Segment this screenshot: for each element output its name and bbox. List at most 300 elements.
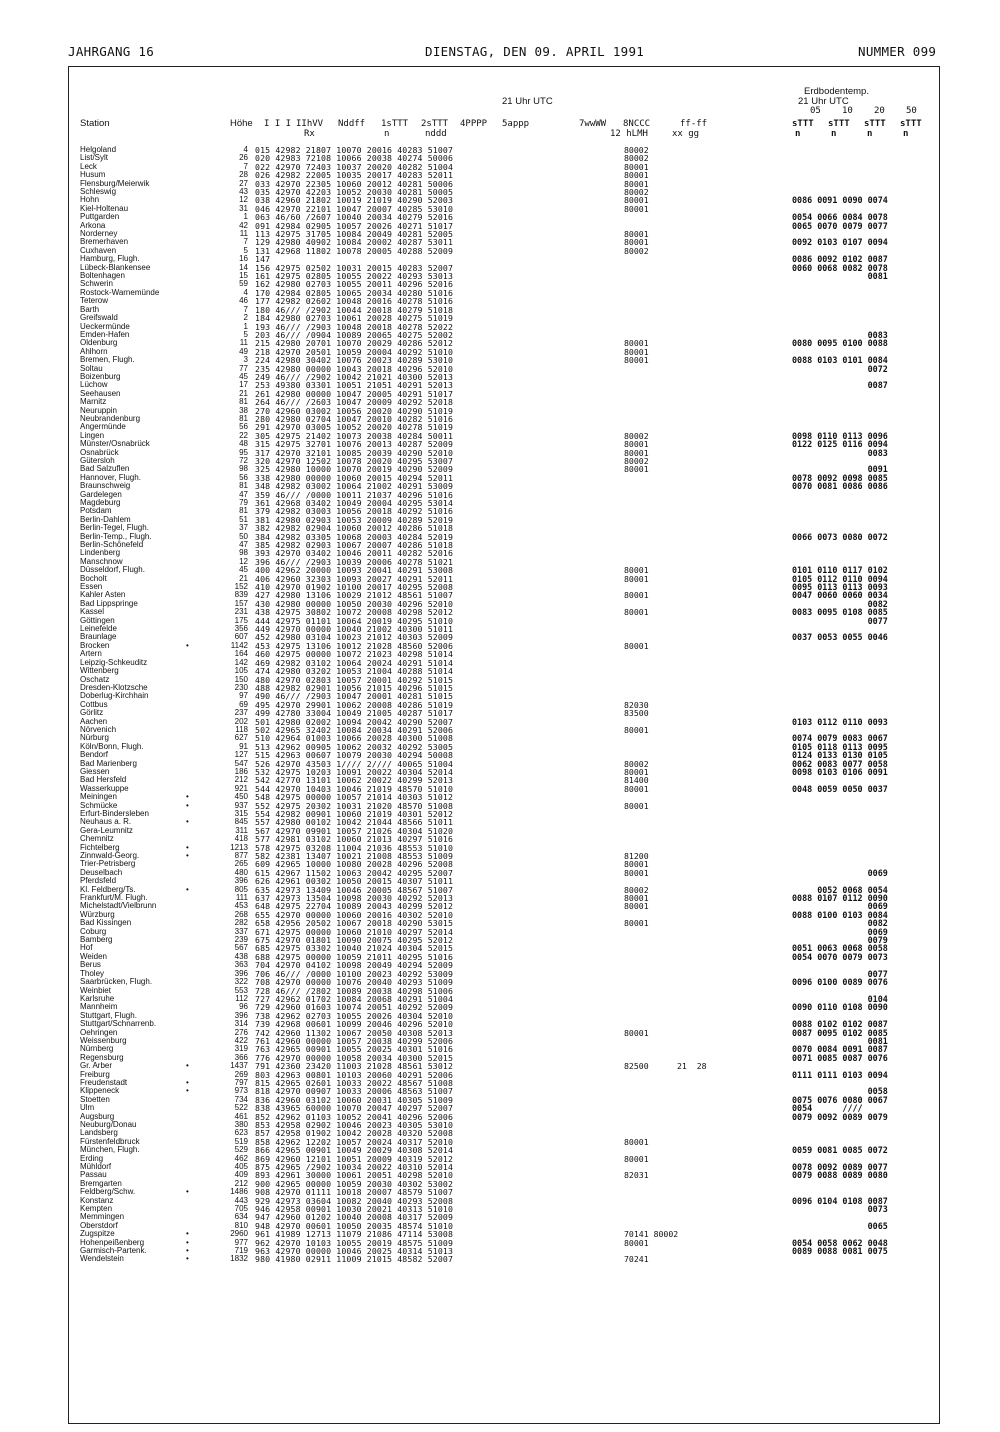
soil-temperatures: 0070 0081 0086 0086 — [792, 481, 888, 492]
soil-sub-4: n — [903, 129, 909, 139]
synop-groups: 727 42962 01702 10084 20068 40291 51004 — [255, 993, 454, 1004]
station-height: 26 — [239, 153, 248, 163]
station-name: Bad Lippspringe — [80, 598, 138, 608]
station-name: Hamburg, Flugh. — [80, 254, 140, 264]
table-row — [0, 1003, 1000, 1011]
special-groups: 80001 — [624, 447, 649, 458]
synop-groups: 637 42973 13504 10098 20030 40292 52013 — [255, 893, 454, 904]
soil-temperatures: 0088 0103 0101 0084 — [792, 355, 888, 366]
table-row — [0, 482, 1000, 490]
soil-temperatures: 0054 0058 0062 0048 — [792, 1237, 888, 1248]
station-height: 462 — [234, 1153, 248, 1163]
synop-groups: 384 42982 03305 10068 20003 40284 52019 — [255, 531, 454, 542]
soil-temperatures: 0065 0070 0079 0077 — [792, 220, 888, 231]
station-height: 311 — [235, 825, 248, 835]
special-groups: 80001 — [624, 161, 649, 172]
station-name: Bremgarten — [80, 1178, 122, 1188]
soil-sub-1: n — [795, 129, 801, 139]
station-height: 45 — [239, 371, 248, 381]
station-name: Weissenburg — [80, 1035, 127, 1045]
station-name: Marnitz — [80, 397, 107, 407]
station-height: 1 — [243, 212, 248, 222]
station-name: Landsberg — [80, 1128, 118, 1138]
station-name: Rostock-Warnemünde — [80, 287, 160, 297]
synop-groups: 671 42975 00000 10060 21010 40297 52014 — [255, 926, 454, 937]
station-name: Neuburg/Donau — [80, 1119, 137, 1129]
synop-groups: 615 42967 11502 10063 20042 40295 52007 — [255, 867, 454, 878]
table-row — [0, 785, 1000, 793]
mountain-marker: • — [186, 1086, 189, 1096]
station-name: Stuttgart, Flugh. — [80, 1010, 137, 1020]
table-row — [0, 1054, 1000, 1062]
station-name: Flensburg/Meierwik — [80, 178, 150, 188]
col-1sttt-sub: n — [384, 129, 390, 139]
special-groups: 80001 — [624, 464, 649, 475]
soil-temperatures: 0088 0100 0103 0084 — [792, 909, 888, 920]
table-row — [0, 381, 1000, 389]
special-groups: 80001 — [624, 607, 649, 618]
station-name: Gütersloh — [80, 455, 115, 465]
station-name: Erding — [80, 1153, 104, 1163]
table-row — [0, 659, 1000, 667]
station-name: Braunschweig — [80, 481, 131, 491]
station-height: 5 — [243, 329, 248, 339]
station-name: Tholey — [80, 968, 105, 978]
station-name: Cottbus — [80, 699, 108, 709]
station-name: Karlsruhe — [80, 993, 115, 1003]
soil-temperatures: 0054 0070 0079 0073 — [792, 951, 888, 962]
synop-groups: 776 42970 00000 10058 20034 40300 52015 — [255, 1052, 454, 1063]
special-groups: 80001 — [624, 573, 649, 584]
station-height: 4 — [243, 145, 248, 154]
station-height: 81 — [239, 481, 248, 491]
station-height: 56 — [239, 422, 248, 432]
soil-temperatures: 0088 0107 0112 0090 — [792, 893, 888, 904]
station-name: Konstanz — [80, 1195, 114, 1205]
station-name: Emden-Hafen — [80, 329, 130, 339]
station-height: 21 — [239, 388, 248, 398]
station-name: Bad Kissingen — [80, 918, 132, 928]
station-height: 11 — [239, 229, 248, 239]
station-name: Brocken — [80, 640, 110, 650]
station-height: 810 — [234, 1220, 248, 1230]
station-name: Kempten — [80, 1204, 113, 1214]
station-name: Gardelegen — [80, 489, 122, 499]
mountain-marker: • — [186, 1254, 189, 1264]
station-height: 97 — [239, 691, 248, 701]
special-groups: 80001 — [624, 1153, 649, 1164]
synop-groups: 215 42980 20701 10070 20029 40286 52012 — [255, 338, 454, 349]
soil-temperatures: 0079 0088 0089 0080 — [792, 1170, 888, 1181]
synop-groups: 763 42965 00901 10055 20025 40301 51016 — [255, 1044, 454, 1055]
station-height: 705 — [234, 1204, 248, 1214]
synop-groups: 548 42975 00000 10057 21014 40303 51012 — [255, 792, 454, 803]
table-row — [0, 810, 1000, 818]
station-height: 212 — [234, 1178, 248, 1188]
synop-groups: 038 42960 21802 10019 21019 40290 52003 — [255, 195, 454, 206]
station-height: 805 — [234, 884, 248, 894]
station-name: Erfurt-Bindersleben — [80, 809, 149, 818]
synop-groups: 264 46/// /2603 10047 20009 40292 52018 — [255, 397, 454, 408]
station-name: Passau — [80, 1170, 107, 1180]
synop-groups: 658 42956 20502 10067 20018 40290 53015 — [255, 918, 454, 929]
station-name: Stoetten — [80, 1094, 110, 1104]
col-irvv-sub: Rx — [304, 129, 315, 139]
station-height: 49 — [239, 346, 248, 356]
table-row — [0, 541, 1000, 549]
synop-groups: 838 43965 60000 10070 20047 40297 52007 — [255, 1103, 454, 1114]
soil-temperatures: 0122 0125 0116 0094 — [792, 439, 888, 450]
station-height: 105 — [234, 666, 248, 676]
synop-groups: 026 42982 22005 10035 20017 40283 52011 — [255, 170, 454, 181]
station-name: Neubrandenburg — [80, 413, 141, 423]
synop-groups: 184 42980 02703 10061 20028 40275 51019 — [255, 313, 454, 324]
station-name: Boizenburg — [80, 371, 121, 381]
table-row — [0, 163, 1000, 171]
synop-groups: 338 42980 00000 10060 20015 40294 52011 — [255, 472, 454, 483]
special-groups: 80002 — [624, 430, 649, 441]
mountain-marker: • — [186, 884, 189, 894]
station-name: Nürnberg — [80, 1044, 114, 1054]
table-row — [0, 146, 1000, 154]
table-row — [0, 238, 1000, 246]
soil-temperatures: 0054 //// — [792, 1103, 863, 1114]
soil-temperatures: 0069 — [792, 867, 888, 878]
synop-groups: 869 42960 12101 10051 20009 40319 52012 — [255, 1153, 454, 1164]
station-height: 230 — [234, 682, 248, 692]
synop-groups: 180 46/// /2902 10044 20018 40279 51018 — [255, 304, 454, 315]
mountain-marker: • — [186, 800, 189, 810]
synop-groups: 022 42970 72403 10037 20020 40282 51004 — [255, 161, 454, 172]
special-groups: 80001 — [624, 893, 649, 904]
special-groups: 70241 — [624, 1254, 649, 1265]
table-row — [0, 953, 1000, 961]
synop-groups: 742 42960 11302 10067 20050 40308 52013 — [255, 1027, 454, 1038]
station-name: Klippeneck — [80, 1086, 120, 1096]
special-groups: 80001 — [624, 918, 649, 929]
special-groups: 80001 — [624, 195, 649, 206]
table-row — [0, 1121, 1000, 1129]
table-row — [0, 1255, 1000, 1263]
synop-groups: 738 42962 02703 10055 20026 40304 52010 — [255, 1010, 454, 1021]
special-groups: 82030 — [624, 699, 649, 710]
synop-groups: 502 42965 32402 10084 20034 40291 52006 — [255, 724, 454, 735]
special-groups: 82500 — [624, 1061, 649, 1072]
station-name: Lindenberg — [80, 548, 121, 558]
soil-temperatures: 0074 0079 0083 0067 — [792, 733, 888, 744]
station-height: 72 — [239, 455, 248, 465]
station-name: Coburg — [80, 926, 107, 936]
table-row — [0, 701, 1000, 709]
soil-temperatures: 0088 0102 0102 0087 — [792, 1019, 888, 1030]
synop-groups: 427 42980 13106 10029 21012 48561 51007 — [255, 590, 454, 601]
soil-temperatures: 0069 — [792, 901, 888, 912]
soil-temperatures: 0072 — [792, 363, 888, 374]
station-height: 27 — [239, 178, 248, 188]
synop-groups: 379 42982 03003 10056 20018 40292 51016 — [255, 506, 454, 517]
soil-temperatures: 0073 — [792, 1204, 888, 1215]
station-height: 921 — [234, 783, 248, 793]
station-height: 81 — [239, 506, 248, 516]
station-height: 2960 — [230, 1229, 248, 1239]
synop-groups: 836 42960 03102 10060 20031 40305 51009 — [255, 1094, 454, 1105]
soil-temperatures: 0090 0110 0108 0090 — [792, 1002, 888, 1013]
station-name: Bocholt — [80, 573, 107, 583]
soil-temperatures: 0098 0103 0106 0091 — [792, 766, 888, 777]
station-height: 237 — [234, 708, 248, 718]
synop-groups: 393 42970 03402 10046 20011 40282 52016 — [255, 548, 454, 559]
station-height: 11 — [239, 338, 248, 348]
special-groups: 80001 — [624, 724, 649, 735]
station-height: 276 — [234, 1027, 248, 1037]
station-height: 111 — [235, 893, 248, 903]
station-height: 12 — [239, 195, 248, 205]
station-name: Augsburg — [80, 1111, 115, 1121]
station-name: Pferdsfeld — [80, 876, 117, 886]
station-height: 7 — [243, 304, 248, 314]
station-name: Barth — [80, 304, 100, 314]
station-name: Meiningen — [80, 792, 117, 802]
synop-groups: 962 42970 10103 10055 20019 48575 51009 — [255, 1237, 454, 1248]
synop-groups: 853 42958 02902 10046 20023 40305 53010 — [255, 1119, 454, 1130]
station-name: Michelstadt/Vielbrunn — [80, 901, 157, 911]
station-height: 4 — [243, 287, 248, 297]
synop-groups: 685 42975 03302 10040 21024 40304 52015 — [255, 943, 454, 954]
station-name: Würzburg — [80, 909, 115, 919]
station-name: Berlin-Tegel, Flugh. — [80, 523, 149, 533]
special-groups: 80002 — [624, 145, 649, 155]
station-name: Hohenpeißenberg — [80, 1237, 145, 1247]
table-row — [0, 180, 1000, 188]
station-name: Zugspitze — [80, 1229, 115, 1239]
table-row — [0, 1222, 1000, 1230]
station-height: 31 — [239, 203, 248, 213]
station-height: 186 — [234, 766, 248, 776]
station-height: 839 — [234, 590, 248, 600]
synop-groups: 035 42970 42203 10052 20030 40281 50005 — [255, 187, 454, 198]
station-header: Station — [80, 118, 110, 129]
synop-groups: 156 42975 02502 10031 20015 40283 52007 — [255, 262, 454, 273]
soil-temperatures: 0078 0092 0098 0085 — [792, 472, 888, 483]
station-name: Mühldorf — [80, 1162, 112, 1171]
station-name: Görlitz — [80, 708, 104, 718]
station-name: Mannheim — [80, 1002, 118, 1012]
station-height: 7 — [243, 161, 248, 171]
soil-temperatures: 0083 — [792, 329, 888, 340]
soil-col-2: sTTT — [828, 119, 850, 129]
synop-groups: 033 42970 22305 10060 20012 40281 50006 — [255, 178, 454, 189]
station-name: Nörvenich — [80, 724, 117, 734]
station-height: 142 — [234, 657, 248, 667]
special-groups: 80001 — [624, 1027, 649, 1038]
special-groups: 83500 — [624, 708, 649, 719]
table-row — [0, 516, 1000, 524]
table-row — [0, 617, 1000, 625]
station-height: 522 — [234, 1103, 248, 1113]
station-name: Stuttgart/Schnarrenb. — [80, 1019, 157, 1029]
station-height: 43 — [239, 187, 248, 197]
synop-groups: 554 42982 00901 10060 21019 40301 52012 — [255, 809, 454, 819]
station-height: 480 — [234, 867, 248, 877]
station-name: Köln/Bonn, Flugh. — [80, 741, 144, 751]
station-height: 405 — [234, 1162, 248, 1171]
table-row — [0, 272, 1000, 280]
table-row — [0, 827, 1000, 835]
station-name: Weiden — [80, 951, 107, 961]
table-row — [0, 650, 1000, 658]
synop-groups: 577 42981 03102 10060 21013 40297 51016 — [255, 834, 454, 845]
station-name: Nürburg — [80, 733, 109, 743]
synop-groups: 046 42970 22101 10047 20007 40285 53010 — [255, 203, 454, 214]
synop-groups: 161 42975 02805 10055 20022 40293 53013 — [255, 271, 454, 282]
station-name: Fürstenfeldbruck — [80, 1136, 140, 1146]
station-height: 315 — [234, 809, 248, 818]
special-groups: 80002 — [624, 758, 649, 769]
col-irvv-header: IIhVV — [296, 119, 324, 129]
synop-groups: 818 42970 00907 10033 20006 48563 51007 — [255, 1086, 454, 1097]
soil-temperatures: 0083 0095 0108 0085 — [792, 607, 888, 618]
soil-temperatures: 0075 0076 0080 0067 — [792, 1094, 888, 1105]
station-name: Artern — [80, 649, 102, 659]
col-ffff-sub: xx gg — [672, 129, 700, 139]
synop-groups: 946 42958 00901 10030 20021 40313 51010 — [255, 1204, 454, 1215]
station-name: Arkona — [80, 220, 106, 230]
col-4pppp-header: 4PPPP — [460, 119, 488, 129]
table-row — [0, 365, 1000, 373]
table-row — [0, 533, 1000, 541]
station-height: 409 — [234, 1170, 248, 1180]
mountain-marker: • — [186, 851, 189, 861]
synop-groups: 129 42980 40902 10084 20002 40287 53011 — [255, 237, 454, 248]
table-row — [0, 154, 1000, 162]
synop-groups: 688 42975 00000 10059 21011 40295 51016 — [255, 951, 454, 962]
soil-temperatures: 0037 0053 0055 0046 — [792, 632, 888, 643]
soil-temperatures: 0079 0092 0089 0079 — [792, 1111, 888, 1122]
station-name: Teterow — [80, 296, 109, 306]
synop-groups: 980 41980 02911 11009 21015 48582 52007 — [255, 1254, 454, 1265]
station-name: Bendorf — [80, 750, 109, 760]
station-name: Dresden-Klotzsche — [80, 682, 148, 692]
col-ffff-header: ff-ff — [680, 119, 708, 129]
station-height: 634 — [234, 1212, 248, 1222]
synop-groups: 438 42975 30802 10072 20008 40298 52012 — [255, 607, 454, 618]
mountain-marker: • — [186, 842, 189, 852]
volume-label: JAHRGANG 16 — [68, 44, 155, 59]
station-name: Hohn — [80, 195, 100, 205]
station-name: List/Sylt — [80, 153, 109, 163]
synop-groups: 291 42970 03005 10052 20020 40278 51019 — [255, 422, 454, 433]
station-height: 322 — [234, 977, 248, 987]
special-groups: 80001 — [624, 867, 649, 878]
special-groups: 80001 — [624, 203, 649, 214]
station-height: 16 — [239, 254, 248, 264]
synop-groups: 948 42970 00601 10050 20035 48574 51010 — [255, 1220, 454, 1231]
station-height: 265 — [234, 859, 248, 869]
soil-temperatures: 0047 0060 0060 0034 — [792, 590, 888, 601]
synop-groups: 626 42961 00302 10050 20015 40307 51011 — [255, 876, 454, 887]
table-row — [0, 642, 1000, 650]
synop-groups: 582 42381 13407 10021 21008 48553 51009 — [255, 851, 454, 862]
station-height: 112 — [235, 993, 248, 1003]
station-height: 396 — [234, 968, 248, 978]
synop-groups: 469 42982 03102 10064 20024 40291 51014 — [255, 657, 454, 668]
station-name: Berus — [80, 960, 101, 970]
station-height: 529 — [234, 1145, 248, 1155]
table-row — [0, 692, 1000, 700]
table-row — [0, 507, 1000, 515]
station-name: Kiel-Holtenau — [80, 203, 129, 213]
station-height: 1486 — [230, 1187, 248, 1197]
table-row — [0, 449, 1000, 457]
special-groups: 80001 — [624, 1136, 649, 1147]
soil-temperatures: 0082 — [792, 918, 888, 929]
synop-groups: 857 42958 01902 10042 20028 40320 52008 — [255, 1128, 454, 1139]
synop-groups: 453 42975 13106 10012 21028 48560 52006 — [255, 640, 454, 651]
station-height: 51 — [239, 514, 248, 524]
mountain-marker: • — [186, 792, 189, 802]
table-row — [0, 398, 1000, 406]
station-height: 42 — [239, 220, 248, 230]
station-name: Ulm — [80, 1103, 95, 1113]
table-row — [0, 1171, 1000, 1179]
synop-groups: 791 42360 23420 11003 21028 48561 53012 — [255, 1061, 454, 1072]
special-groups: 80001 — [624, 178, 649, 189]
synop-groups: 578 42975 03208 11004 21036 48553 51010 — [255, 842, 454, 853]
station-height: 977 — [234, 1237, 248, 1247]
synop-groups: 015 42982 21807 10070 20016 40283 51007 — [255, 145, 454, 155]
soil-temperatures: 0051 0063 0068 0058 — [792, 943, 888, 954]
soil-temperatures: 0079 — [792, 935, 888, 946]
station-name: Freudenstadt — [80, 1077, 128, 1087]
soil-sub-2: n — [831, 129, 837, 139]
station-height: 17 — [239, 380, 248, 390]
synop-groups: 020 42983 72108 10066 20038 40274 50006 — [255, 153, 454, 164]
col-1sttt-header: 1sTTT — [381, 119, 409, 129]
station-name: Zinnwald-Georg. — [80, 851, 140, 861]
soil-sub-3: n — [867, 129, 873, 139]
mountain-marker: • — [186, 640, 189, 650]
station-height: 7 — [243, 237, 248, 247]
soil-temperatures: 0091 — [792, 464, 888, 475]
table-row — [0, 802, 1000, 810]
table-row — [0, 1247, 1000, 1255]
station-height: 21 — [239, 573, 248, 583]
station-height: 231 — [234, 607, 248, 617]
synop-groups: 510 42964 01003 10066 20028 40300 51008 — [255, 733, 454, 744]
station-name: Magdeburg — [80, 498, 121, 507]
synop-groups: 113 42975 31705 10084 20049 40281 52005 — [255, 229, 454, 240]
synop-groups: 325 42980 10000 10070 20019 40290 52009 — [255, 464, 454, 475]
special-groups: 80002 — [624, 153, 649, 164]
special-groups: 80001 — [624, 229, 649, 240]
synop-groups: 270 42960 03002 10056 20020 40290 51019 — [255, 405, 454, 416]
soil-temperatures: 0095 0113 0113 0093 — [792, 582, 888, 593]
station-height: 319 — [234, 1044, 248, 1054]
station-name: Wittenberg — [80, 666, 119, 676]
station-name: Essen — [80, 582, 103, 592]
synop-groups: 704 42970 04102 10098 20049 40294 52009 — [255, 960, 454, 971]
synop-groups: 400 42962 20000 10093 20041 40291 53008 — [255, 565, 454, 576]
soil-temperatures: 0081 — [792, 271, 888, 282]
synop-groups: 635 42973 13409 10046 20005 48567 51007 — [255, 884, 454, 895]
soil-temp-title: Erdbodentemp. — [804, 86, 869, 97]
synop-groups: 515 42963 00607 10079 20030 40294 50008 — [255, 750, 454, 761]
station-name: Boltenhagen — [80, 271, 125, 281]
station-name: Fichtelberg — [80, 842, 120, 852]
station-name: Wendelstein — [80, 1254, 124, 1264]
special-groups: 82031 — [624, 1170, 649, 1181]
station-height: 56 — [239, 472, 248, 482]
